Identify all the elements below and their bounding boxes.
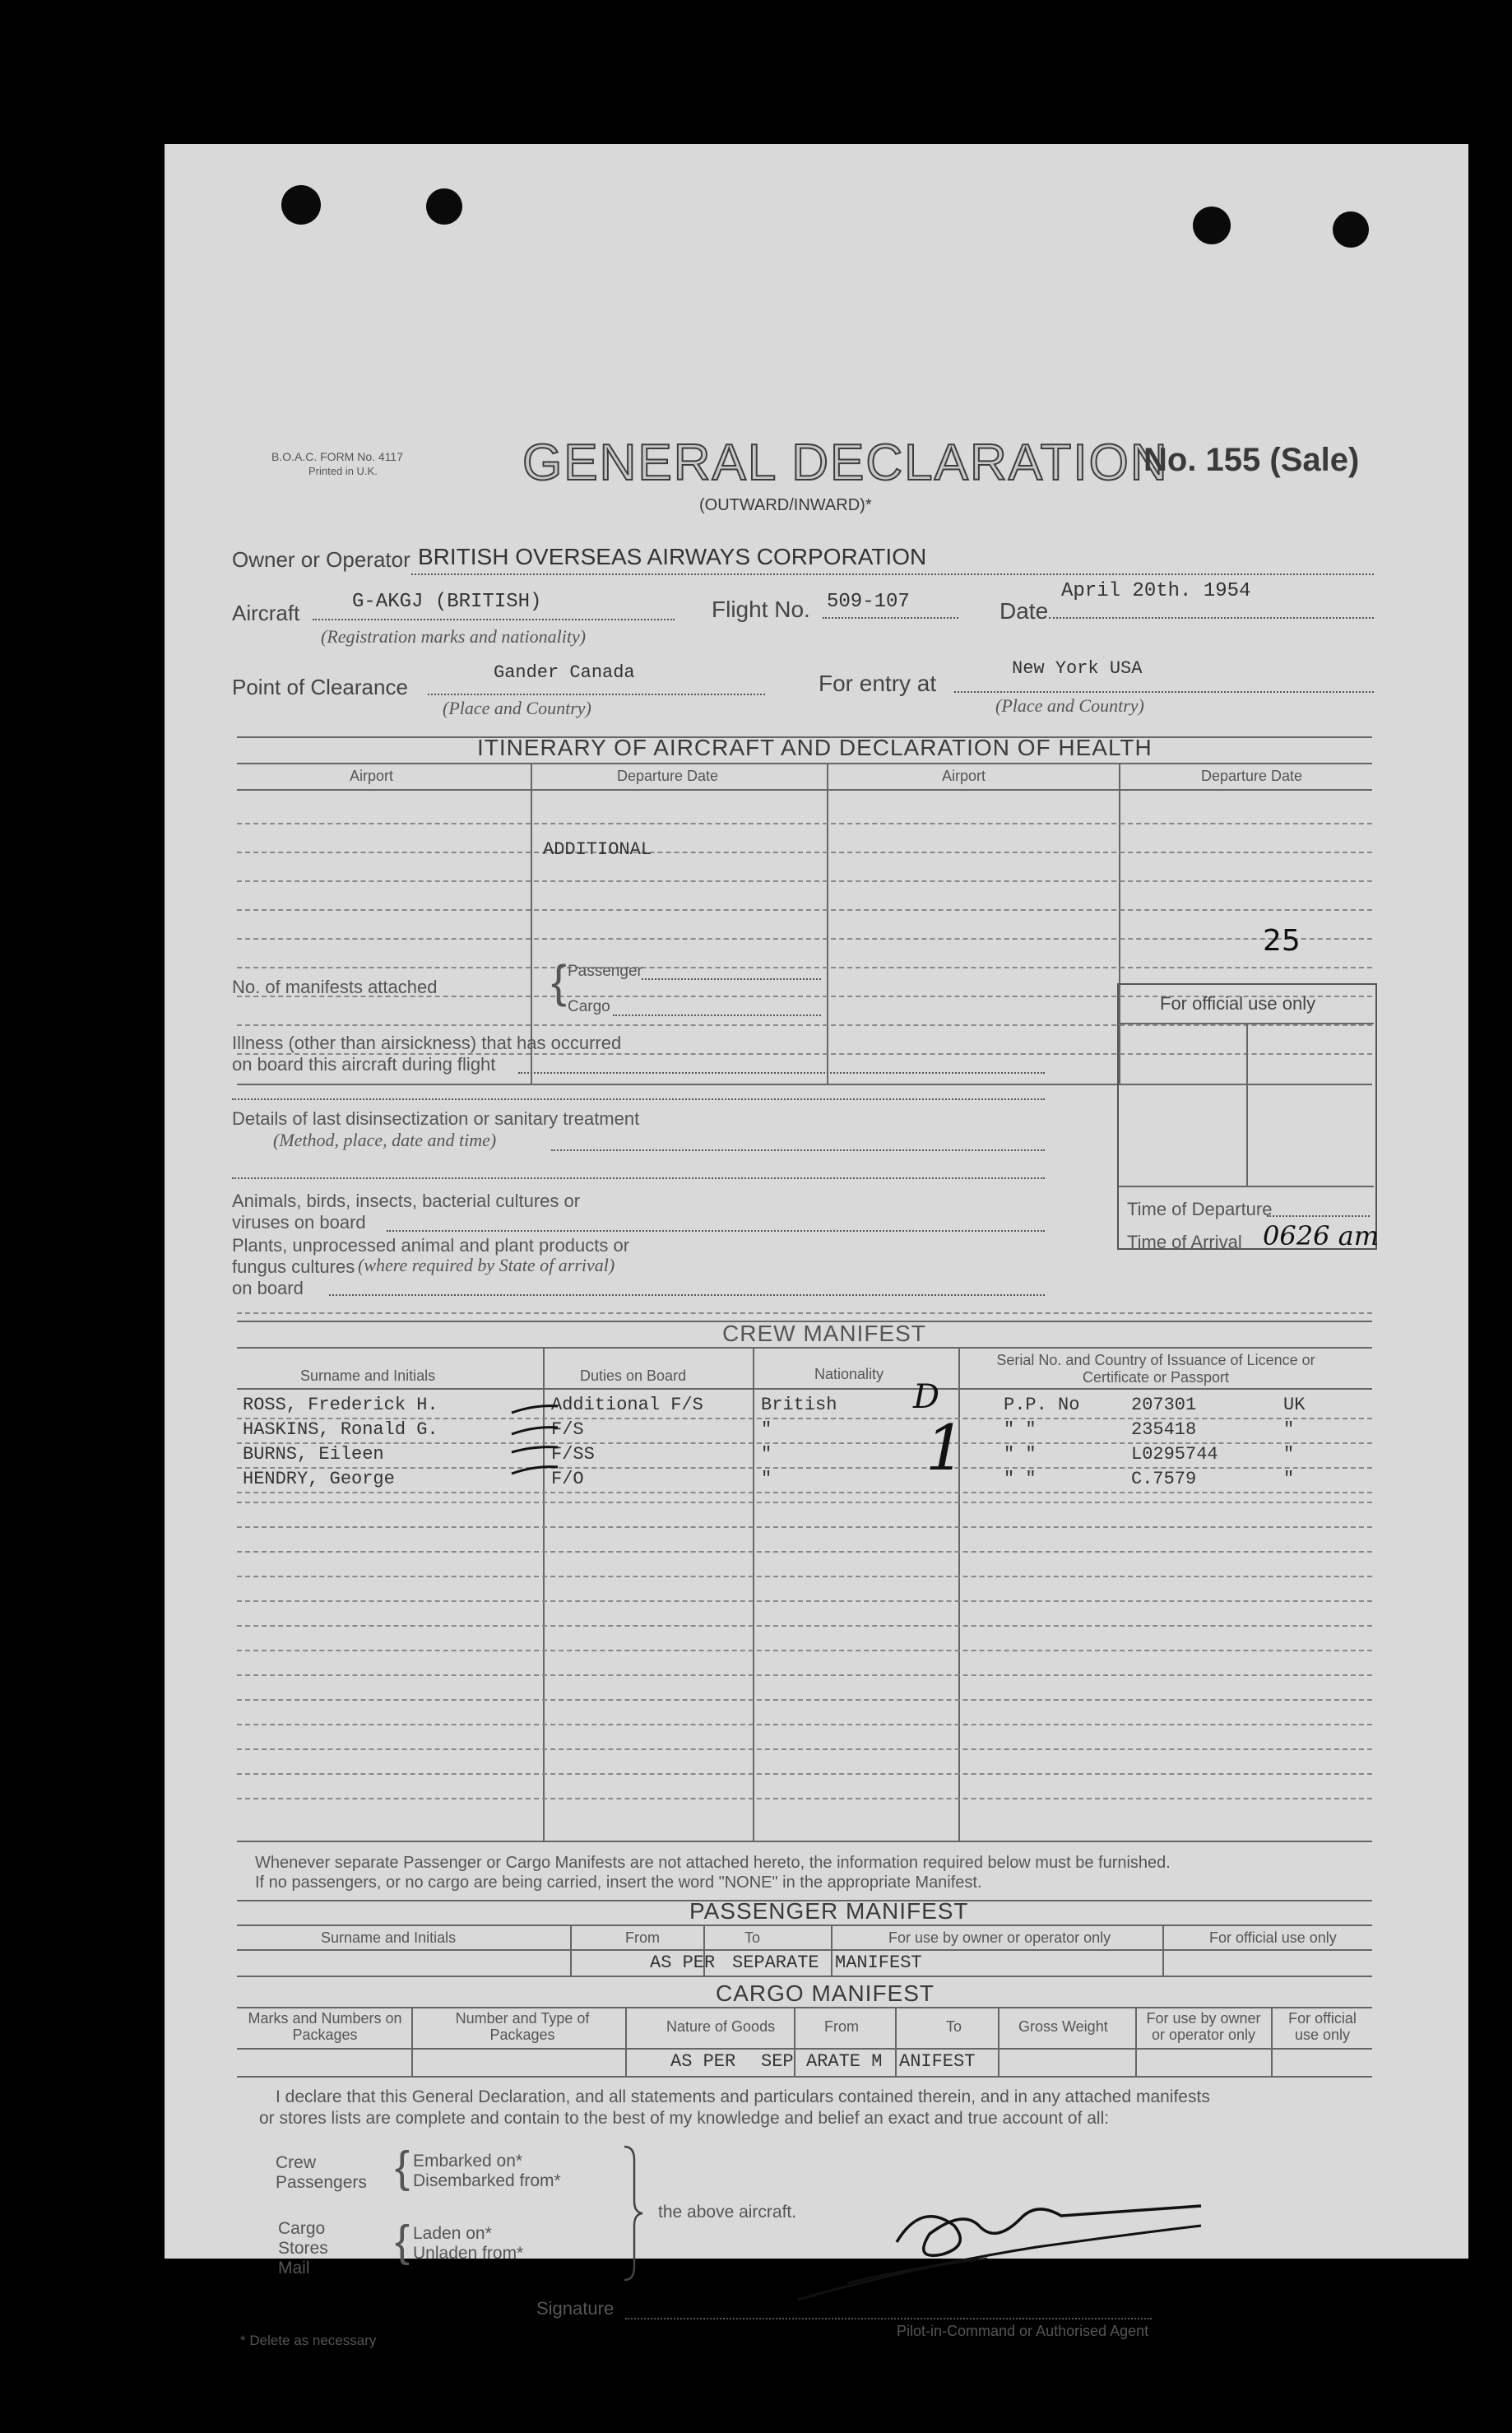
disinsect-label: Details of last disinsectization or sanitary treatment	[232, 1108, 640, 1129]
embarked-brace: {	[395, 2143, 410, 2192]
manifests-brace: {	[551, 955, 567, 1007]
crew-member-name: HENDRY, George	[243, 1469, 395, 1489]
handwritten-tally-d: D	[913, 1378, 940, 1416]
declaration-line-2: or stores lists are complete and contain to the best of my knowledge and belief an exact and true account of all:	[259, 2109, 1110, 2128]
form-title: GENERAL DECLARATION	[522, 434, 1169, 491]
official-use-title: For official use only	[1160, 993, 1316, 1014]
plants-label-3: on board	[232, 1278, 304, 1298]
flight-label: Flight No.	[712, 597, 810, 622]
tick-marks	[510, 1395, 559, 1477]
clearance-value: Gander Canada	[494, 662, 635, 683]
signature-caption: Pilot-in-Command or Authorised Agent	[897, 2323, 1149, 2339]
handwritten-tally-1: 1	[925, 1411, 966, 1484]
entry-label: For entry at	[819, 671, 937, 696]
crew-member-serial: 207301	[1131, 1395, 1197, 1415]
clearance-note: (Place and Country)	[443, 698, 591, 718]
flight-value: 509-107	[827, 591, 910, 613]
aircraft-label: Aircraft	[232, 601, 300, 625]
declaration-line-1: I declare that this General Declaration, and all statements and particulars contained therein, and in any attached manifests	[276, 2087, 1210, 2106]
passenger-col-from: From	[625, 1929, 660, 1946]
itinerary-col-airport-2: Airport	[942, 768, 986, 784]
cargo-col-from: From	[824, 2018, 859, 2035]
crew-member-serial: C.7579	[1131, 1469, 1197, 1489]
pilot-signature	[790, 2168, 1217, 2308]
laden-brace: {	[395, 2217, 410, 2266]
form-subtitle: (OUTWARD/INWARD)*	[699, 496, 872, 514]
plants-label-2: fungus cultures	[232, 1256, 355, 1277]
embarked-label: Embarked on*	[413, 2152, 523, 2171]
notice-line-2: If no passengers, or no cargo are being carried, insert the word "NONE" in the appropriate Manifest.	[255, 1874, 982, 1892]
cargo-col-nature: Nature of Goods	[666, 2018, 776, 2035]
crew-member-nationality: "	[761, 1419, 772, 1440]
crew-member-document: " "	[1004, 1444, 1037, 1465]
illness-label-2: on board this aircraft during flight	[232, 1054, 496, 1075]
crew-member-country: "	[1283, 1419, 1295, 1440]
crew-manifest-title: CREW MANIFEST	[722, 1321, 926, 1346]
handwritten-count: 25	[1263, 924, 1301, 958]
punch-hole	[1193, 207, 1231, 244]
date-value: April 20th. 1954	[1061, 580, 1251, 602]
entry-note: (Place and Country)	[995, 695, 1144, 716]
passenger-entry-2: SEPARATE	[732, 1952, 819, 1973]
crew-label: Crew	[276, 2153, 317, 2172]
animals-label: Animals, birds, insects, bacterial cultures or	[232, 1191, 581, 1211]
clearance-label: Point of Clearance	[232, 675, 408, 699]
cargo-col-marks: Marks and Numbers on Packages	[248, 2010, 402, 2043]
cargo-col-packages: Number and Type of Packages	[455, 2010, 590, 2043]
aircraft-note: (Registration marks and nationality)	[321, 626, 587, 647]
crew-member-duty: Additional F/S	[551, 1395, 703, 1415]
plants-label: Plants, unprocessed animal and plant products or	[232, 1235, 630, 1256]
illness-label: Illness (other than airsickness) that has occurred	[232, 1033, 622, 1053]
crew-col-duties: Duties on Board	[580, 1367, 687, 1384]
crew-col-name: Surname and Initials	[300, 1367, 436, 1384]
form-number-sale: No. 155 (Sale)	[1143, 442, 1360, 478]
punch-hole	[426, 188, 462, 225]
itinerary-col-departure: Departure Date	[617, 768, 719, 784]
cargo-col-operator: For use by owner or operator only	[1146, 2010, 1261, 2043]
cargo-col-weight: Gross Weight	[1018, 2018, 1108, 2035]
stores-label: Stores	[278, 2239, 328, 2258]
passenger-col-name: Surname and Initials	[321, 1929, 457, 1946]
manifests-label: No. of manifests attached	[232, 977, 438, 997]
itinerary-title: ITINERARY OF AIRCRAFT AND DECLARATION OF HEALTH	[477, 735, 1153, 760]
crew-col-licence: Serial No. and Country of Issuance of Licence or Certificate or Passport	[996, 1352, 1315, 1386]
crew-member-duty: F/S	[551, 1419, 584, 1440]
time-of-departure-label: Time of Departure	[1127, 1199, 1273, 1219]
passenger-col-to: To	[744, 1929, 761, 1946]
passenger-manifest-title: PASSENGER MANIFEST	[689, 1898, 969, 1924]
owner-value: BRITISH OVERSEAS AIRWAYS CORPORATION	[418, 544, 927, 569]
cargo-entry-2: SEP	[761, 2051, 794, 2072]
laden-label: Laden on*	[413, 2224, 492, 2243]
footnote: * Delete as necessary	[240, 2333, 377, 2348]
above-aircraft: the above aircraft.	[658, 2203, 797, 2222]
mail-label: Mail	[278, 2259, 310, 2277]
animals-label-2: viruses on board	[232, 1212, 366, 1233]
printed-note: Printed in U.K.	[308, 465, 378, 477]
crew-col-nationality: Nationality	[814, 1366, 884, 1382]
crew-member-name: BURNS, Eileen	[243, 1444, 384, 1465]
crew-member-serial: L0295744	[1131, 1444, 1218, 1465]
right-brace	[621, 2143, 646, 2283]
crew-member-serial: 235418	[1131, 1419, 1197, 1440]
cargo-col-official: For official use only	[1288, 2010, 1357, 2043]
passenger-col-operator: For use by owner or operator only	[888, 1929, 1111, 1946]
time-of-arrival-value: 0626 am	[1263, 1220, 1380, 1251]
crew-member-nationality: British	[761, 1395, 837, 1415]
itinerary-col-airport: Airport	[350, 768, 394, 784]
cargo-label: Cargo	[278, 2219, 326, 2238]
cargo-col-to: To	[946, 2018, 962, 2035]
crew-member-document: P.P. No	[1004, 1395, 1080, 1415]
crew-member-nationality: "	[761, 1469, 772, 1489]
cargo-entry-3: ARATE M	[806, 2051, 883, 2072]
crew-member-document: " "	[1004, 1469, 1037, 1489]
crew-member-name: HASKINS, Ronald G.	[243, 1419, 438, 1440]
cargo-manifest-count-label: Cargo	[568, 998, 610, 1015]
date-label: Date	[999, 598, 1049, 624]
passenger-entry-1: AS PER	[650, 1952, 716, 1973]
time-of-arrival-label: Time of Arrival	[1127, 1232, 1242, 1252]
crew-member-name: ROSS, Frederick H.	[243, 1395, 438, 1415]
owner-label: Owner or Operator	[232, 547, 410, 572]
itinerary-col-departure-2: Departure Date	[1201, 768, 1303, 784]
cargo-entry-4: ANIFEST	[899, 2051, 976, 2072]
signature-label: Signature	[536, 2298, 615, 2319]
unladen-label: Unladen from*	[413, 2244, 524, 2263]
crew-member-duty: F/SS	[551, 1444, 595, 1465]
crew-member-country: "	[1283, 1444, 1295, 1465]
form-number: B.O.A.C. FORM No. 4117	[271, 450, 404, 463]
disinsect-note: (Method, place, date and time)	[273, 1130, 497, 1150]
cargo-entry-1: AS PER	[670, 2051, 736, 2072]
declaration-form-page	[165, 144, 1468, 2348]
crew-member-document: " "	[1004, 1419, 1037, 1440]
crew-member-nationality: "	[761, 1444, 772, 1465]
passenger-col-official: For official use only	[1209, 1929, 1337, 1946]
crew-member-country: "	[1283, 1469, 1295, 1489]
crew-member-country: UK	[1283, 1395, 1306, 1415]
passenger-manifest-count-label: Passenger	[568, 963, 642, 980]
notice-line-1: Whenever separate Passenger or Cargo Manifests are not attached hereto, the information required below must be furnished.	[255, 1854, 1171, 1872]
plants-note: (where required by State of arrival)	[358, 1255, 615, 1275]
passenger-entry-3: MANIFEST	[835, 1952, 922, 1973]
punch-hole	[1333, 211, 1369, 248]
aircraft-value: G-AKGJ (BRITISH)	[352, 591, 542, 613]
crew-member-duty: F/O	[551, 1469, 584, 1489]
itinerary-entry: ADDITIONAL	[543, 839, 652, 860]
passengers-label: Passengers	[276, 2173, 367, 2192]
entry-value: New York USA	[1012, 658, 1143, 679]
disembarked-label: Disembarked from*	[413, 2171, 561, 2190]
cargo-manifest-title: CARGO MANIFEST	[716, 1980, 935, 2006]
punch-hole	[281, 185, 321, 225]
